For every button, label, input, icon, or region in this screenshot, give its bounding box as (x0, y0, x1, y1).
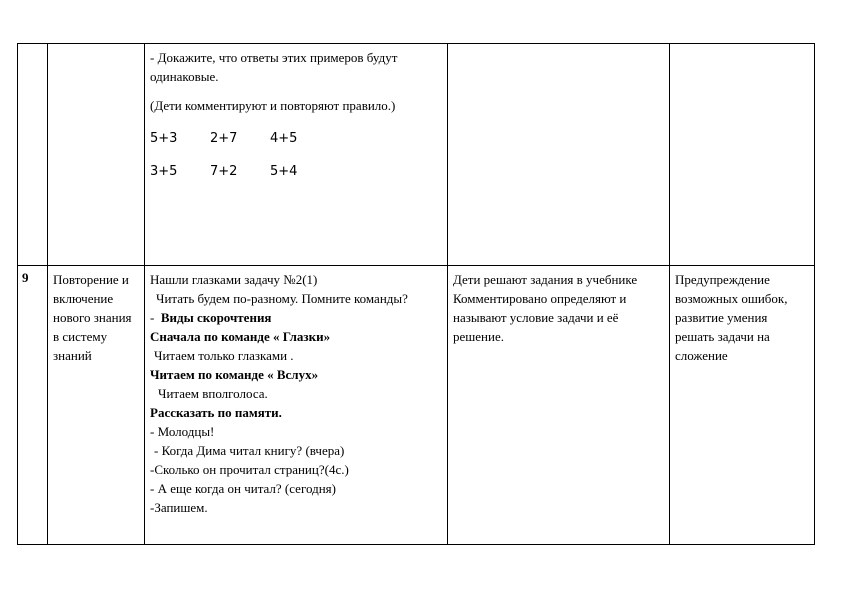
text-line: Читаем только глазками . (154, 348, 294, 363)
student-activity-cell (448, 44, 670, 266)
math-example: 3+5 (150, 164, 178, 179)
math-example: 5+3 (150, 131, 178, 146)
text-line: Нашли глазками задачу №2(1) (150, 272, 318, 287)
goal-cell (670, 44, 815, 266)
row-number: 9 (22, 270, 29, 285)
bold-heading: Читаем по команде « Вслух» (150, 367, 319, 382)
math-examples-row (150, 162, 442, 181)
text-line: - Когда Дима читал книгу? (вчера) (154, 443, 345, 458)
bold-heading: Виды скорочтения (160, 310, 272, 325)
text-line: - А еще когда он читал? (сегодня) (150, 481, 336, 496)
text-line (150, 403, 442, 422)
question-text: - Докажите, что ответы этих примеров будут одинаковые. (150, 50, 398, 84)
math-example: 7+2 (210, 164, 238, 179)
text-line: -Сколько он прочитал страниц?(4с.) (150, 462, 349, 477)
student-activity-text: Дети решают задания в учебнике Комментировано определяют и называют условие задачи и её решение. (453, 272, 638, 344)
text-line (150, 365, 442, 384)
math-example: 5+4 (270, 164, 298, 179)
number-cell (18, 266, 48, 545)
stage-text: Повторение и включение нового знания в систему знаний (53, 272, 132, 363)
table-row (18, 266, 815, 545)
teacher-activity-cell (145, 44, 448, 266)
goal-text: Предупреждение возможных ошибок, развитие умения решать задачи на сложение (675, 272, 788, 363)
bold-heading: Рассказать по памяти. (150, 405, 282, 420)
text-line (150, 308, 442, 327)
stage-cell (48, 44, 145, 266)
text-line (150, 327, 442, 346)
math-examples-row (150, 129, 442, 148)
text-line: Читаем вполголоса. (158, 386, 268, 401)
text-line: Читать будем по-разному. Помните команды? (156, 291, 408, 306)
text-line: - Молодцы! (150, 424, 215, 439)
bold-heading: Сначала по команде « Глазки» (150, 329, 331, 344)
table-row (18, 44, 815, 266)
math-example: 4+5 (270, 131, 298, 146)
math-example: 2+7 (210, 131, 238, 146)
teacher-activity-cell (145, 266, 448, 545)
goal-cell (670, 266, 815, 545)
note-text: (Дети комментируют и повторяют правило.) (150, 98, 396, 113)
dash: - (150, 310, 155, 325)
student-activity-cell (448, 266, 670, 545)
text-line: -Запишем. (150, 500, 208, 515)
number-cell (18, 44, 48, 266)
stage-cell (48, 266, 145, 545)
lesson-table (17, 43, 815, 545)
